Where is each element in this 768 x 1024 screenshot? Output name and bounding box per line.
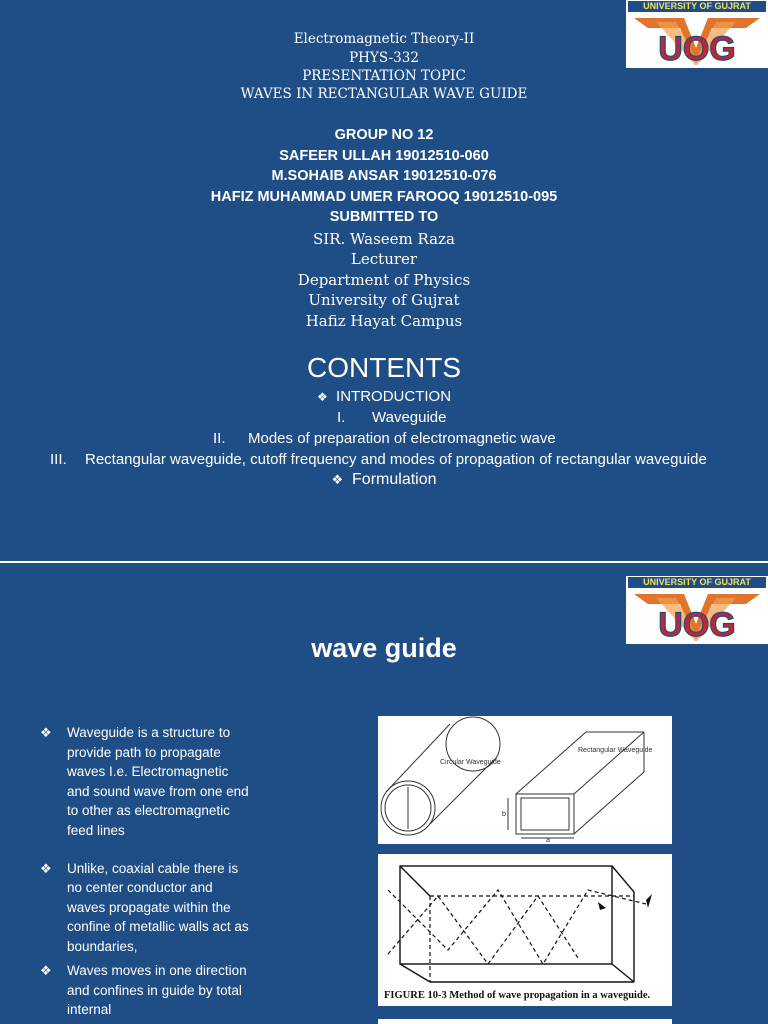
roman-numeral: II.	[213, 430, 226, 447]
contents-item-label: INTRODUCTION	[336, 388, 452, 405]
wave-propagation-figure	[378, 854, 672, 1006]
submitted-to-label: SUBMITTED TO	[329, 209, 439, 225]
diamond-bullet-icon: ❖	[40, 725, 52, 740]
course-name: Electromagnetic Theory-II	[293, 31, 475, 47]
roman-numeral: I.	[337, 409, 346, 426]
member-3: HAFIZ MUHAMMAD UMER FAROOQ 19012510-095	[210, 189, 558, 205]
diamond-bullet-icon: ❖	[40, 861, 52, 876]
third-figure-partial	[378, 1019, 672, 1024]
member-2: M.SOHAIB ANSAR 19012510-076	[271, 168, 497, 184]
logo-band-text: UNIVERSITY OF GUJRAT	[628, 577, 766, 588]
slide-title: wave guide	[311, 633, 457, 663]
roman-numeral: III.	[50, 451, 67, 468]
department: Department of Physics	[297, 271, 471, 289]
bullet-text-3: Waves moves in one direction and confines in guide by total internal	[67, 963, 247, 1017]
university: University of Gujrat	[308, 291, 460, 309]
campus: Hafiz Hayat Campus	[305, 312, 463, 330]
presentation-topic: WAVES IN RECTANGULAR WAVE GUIDE	[240, 86, 528, 102]
course-code: PHYS-332	[349, 50, 419, 66]
presentation-label: PRESENTATION TOPIC	[302, 68, 466, 84]
dimension-a-label: a	[546, 837, 550, 844]
logo-letters: UOG	[658, 606, 736, 644]
dimension-b-label: b	[502, 811, 506, 818]
bullet-text-1: Waveguide is a structure to provide path to propagate waves I.e. Electromagnetic and sound wave from one end to other as electromagnetic feed lines	[67, 725, 249, 838]
rectangular-waveguide-label: Rectangular Waveguide	[578, 747, 653, 754]
supervisor-title: Lecturer	[350, 250, 418, 268]
diamond-bullet-icon: ❖	[316, 390, 328, 404]
group-number: GROUP NO 12	[334, 127, 434, 143]
wave-propagation-diagram	[378, 854, 672, 1006]
figure-caption: FIGURE 10-3 Method of wave propagation in a waveguide.	[384, 990, 651, 1001]
diamond-bullet-icon: ❖	[331, 472, 344, 487]
contents-item-introduction	[0, 388, 768, 405]
contents-heading: CONTENTS	[307, 352, 461, 383]
member-1: SAFEER ULLAH 19012510-060	[279, 148, 489, 164]
supervisor-name: SIR. Waseem Raza	[313, 230, 455, 248]
waveguide-shapes-figure	[378, 716, 672, 844]
circular-rectangular-waveguide-illustration	[378, 716, 672, 844]
bullet-text-2: Unlike, coaxial cable there is no center conductor and waves propagate within the confine of metallic walls act as boundaries,	[67, 860, 249, 954]
logo-letters: UOG	[658, 30, 736, 68]
circular-waveguide-label: Circular Waveguide	[440, 759, 501, 766]
contents-item-formulation	[0, 471, 768, 489]
contents-item-label: Rectangular waveguide, cutoff frequency and modes of propagation of rectangular waveguide	[85, 451, 707, 468]
contents-item-label: Waveguide	[372, 409, 447, 426]
diamond-bullet-icon: ❖	[40, 963, 52, 978]
waveguide-slide	[0, 563, 768, 1024]
logo-band-text: UNIVERSITY OF GUJRAT	[628, 1, 766, 12]
contents-item-label: Formulation	[352, 471, 437, 488]
contents-item-label: Modes of preparation of electromagnetic wave	[248, 430, 556, 447]
